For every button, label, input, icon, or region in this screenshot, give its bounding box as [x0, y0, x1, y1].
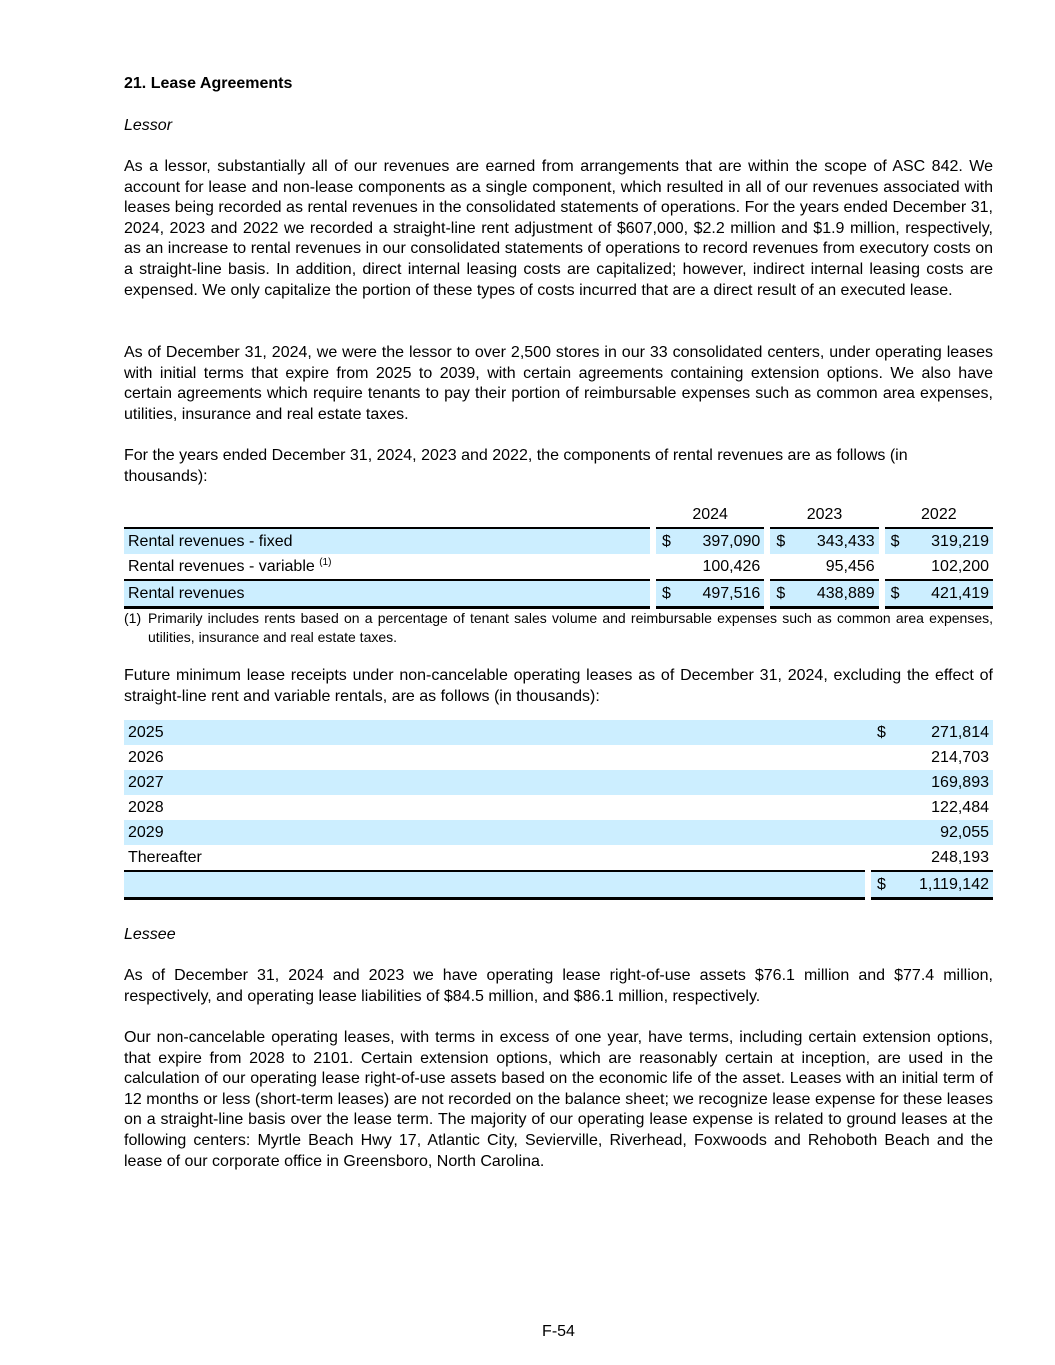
dollar-sign: [871, 845, 893, 870]
page-number: F-54: [542, 1323, 575, 1340]
table-row: [124, 554, 993, 579]
dollar-sign: [871, 745, 893, 770]
dollar-sign: $: [770, 579, 792, 609]
footnote-text: Primarily includes rents based on a percentage of tenant sales volume and reimbursable expenses such as common area expenses, utilities, insurance and real estate taxes.: [148, 610, 993, 645]
dollar-sign: $: [656, 579, 678, 609]
row-label: 2026: [128, 749, 164, 766]
dollar-sign: $: [885, 527, 907, 554]
rental-revenues-table: [124, 502, 993, 609]
row-label: 2029: [124, 820, 865, 845]
future-receipts-table: [124, 720, 993, 900]
dollar-sign: [871, 820, 893, 845]
total-label: [124, 870, 865, 900]
dollar-sign: $: [770, 527, 792, 554]
table-row: [124, 745, 993, 770]
value-2023: 438,889: [792, 579, 878, 609]
value-2024: 497,516: [678, 579, 764, 609]
header-2024: 2024: [692, 506, 728, 523]
dollar-sign: [871, 795, 893, 820]
value-2023: 343,433: [792, 527, 878, 554]
dollar-sign: $: [885, 579, 907, 609]
row-label: Rental revenues: [124, 579, 650, 609]
header-2022: 2022: [921, 506, 957, 523]
lessee-heading: Lessee: [124, 926, 176, 943]
row-value: 248,193: [931, 849, 989, 866]
lessor-paragraph-1: As a lessor, substantially all of our revenues are earned from arrangements that are within the scope of ASC 842. We account for lease and non-lease components as a single component, which resulted in all of our revenues associated with leases being recorded as rental revenues in the consolidated statements of operations. For the years ended December 31, 2024, 2023 and 2022 we recorded a straight-line rent adjustment of $607,000, $2.2 million and $1.9 million, respectively, as an increase to rental revenues in our consolidated statements of operations to record revenues from executory costs on a straight-line basis. In addition, direct internal leasing costs are capitalized; however, indirect internal leasing costs are expensed. We only capitalize the portion of these types of costs incurred that are a direct result of an executed lease.: [124, 158, 993, 299]
row-label-text: Rental revenues - variable: [128, 558, 315, 575]
row-value: 214,703: [931, 749, 989, 766]
row-label: [124, 554, 650, 579]
table-row-total: [124, 579, 993, 609]
dollar-sign: $: [656, 527, 678, 554]
value-2022: 421,419: [907, 579, 993, 609]
future-intro: Future minimum lease receipts under non-cancelable operating leases as of December 31, 2024, excluding the effect of straight-line rent and variable rentals, are as follows (in thousands):: [124, 667, 993, 705]
row-value: 271,814: [893, 720, 993, 745]
table-row: [124, 720, 993, 745]
row-label: 2028: [128, 799, 164, 816]
row-label: Rental revenues - fixed: [124, 527, 650, 554]
table-row: [124, 770, 993, 795]
table-row: [124, 795, 993, 820]
value-2023: 95,456: [825, 558, 875, 575]
dollar-sign: [871, 770, 893, 795]
lessee-paragraph-1: As of December 31, 2024 and 2023 we have operating lease right-of-use assets $76.1 million and $77.4 million, respectively, and operating lease liabilities of $84.5 million, and $86.1 million, respectively.: [124, 967, 993, 1005]
lessor-heading: Lessor: [124, 117, 173, 134]
dollar-sign: $: [871, 720, 893, 745]
footnote: [124, 609, 993, 647]
table-row: [124, 845, 993, 870]
table-row: [124, 820, 993, 845]
footnote-ref: (1): [319, 557, 332, 568]
header-2023: 2023: [806, 506, 843, 523]
row-value: 92,055: [893, 820, 993, 845]
value-2024: 100,426: [702, 558, 761, 575]
row-label: 2025: [124, 720, 865, 745]
row-label: Thereafter: [128, 849, 202, 866]
section-title: 21. Lease Agreements: [124, 75, 293, 92]
lessee-paragraph-2: Our non-cancelable operating leases, with terms in excess of one year, have terms, including certain extension options, that expire from 2028 to 2101. Certain extension options, which are reasonably certain at inception, are used in the calculation of our operating lease right-of-use assets based on the economic life of the asset. Leases with an initial term of 12 months or less (short-term leases) are not recorded on the balance sheet; we recognize lease expense for these leases on a straight-line basis over the lease term. The majority of our operating lease expense is related to ground leases at the following centers: Myrtle Beach Hwy 17, Atlantic City, Sevierville, Riverhead, Foxwoods and Rehoboth Beach and the lease of our corporate office in Greensboro, North Carolina.: [124, 1029, 993, 1170]
row-label: 2027: [124, 770, 865, 795]
footnote-marker: (1): [124, 610, 142, 626]
dollar-sign: $: [871, 870, 893, 900]
table-header-row: [124, 502, 993, 527]
value-2022: 102,200: [931, 558, 989, 575]
table-row-total: [124, 870, 993, 900]
rental-intro: For the years ended December 31, 2024, 2023 and 2022, the components of rental revenues are as follows (in thousands):: [124, 447, 908, 485]
table-row: [124, 527, 993, 554]
value-2022: 319,219: [907, 527, 993, 554]
total-value: 1,119,142: [893, 870, 993, 900]
value-2024: 397,090: [678, 527, 764, 554]
lessor-paragraph-2: As of December 31, 2024, we were the lessor to over 2,500 stores in our 33 consolidated centers, under operating leases with initial terms that expire from 2025 to 2039, with certain agreements containing extension options. We also have certain agreements which require tenants to pay their portion of reimbursable expenses such as common area expenses, utilities, insurance and real estate taxes.: [124, 344, 993, 423]
row-value: 169,893: [893, 770, 993, 795]
row-value: 122,484: [931, 799, 989, 816]
